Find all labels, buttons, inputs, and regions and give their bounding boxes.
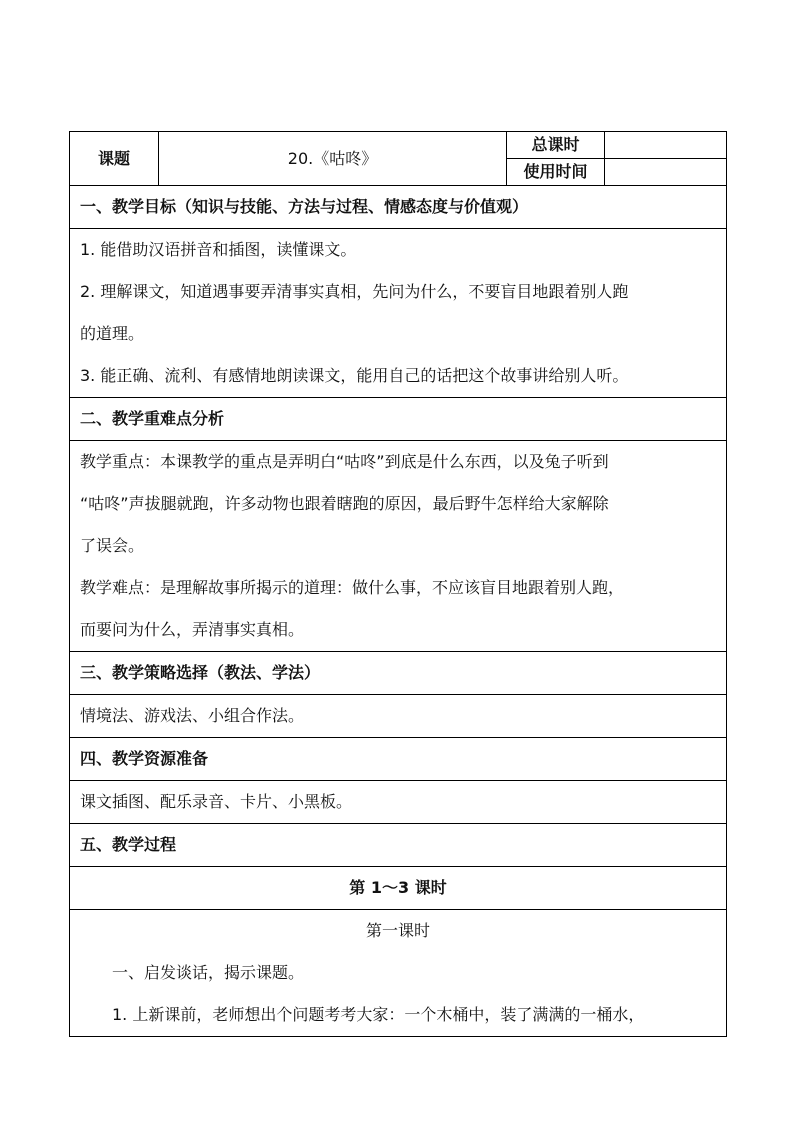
- total-hours-label: 总课时: [507, 132, 605, 159]
- process-content: [70, 910, 727, 1037]
- total-hours-value: [605, 132, 727, 159]
- period-range: 第 1～3 课时: [70, 867, 727, 910]
- resources-line: 课文插图、配乐录音、卡片、小黑板。: [80, 792, 353, 811]
- key-points-content: [70, 441, 727, 652]
- section-heading-key-points: 二、教学重难点分析: [70, 398, 727, 441]
- key-point-line: 教学重点：本课教学的重点是弄明白“咕咚”到底是什么东西，以及兔子听到: [80, 452, 609, 471]
- process-step: 一、启发谈话，揭示课题。: [112, 963, 305, 982]
- header-row: [70, 132, 727, 159]
- key-point-line: 而要问为什么，弄清事实真相。: [80, 620, 305, 639]
- topic-label: 课题: [70, 132, 159, 186]
- use-time-label: 使用时间: [507, 159, 605, 186]
- section-heading-objectives: 一、教学目标（知识与技能、方法与过程、情感态度与价值观）: [70, 186, 727, 229]
- section-heading-strategy: 三、教学策略选择（教法、学法）: [70, 652, 727, 695]
- key-point-line: 了误会。: [80, 536, 145, 555]
- use-time-value: [605, 159, 727, 186]
- section-heading-process: 五、教学过程: [70, 824, 727, 867]
- lesson-title: 20.《咕咚》: [159, 132, 507, 186]
- objective-line: 1. 能借助汉语拼音和插图，读懂课文。: [80, 240, 357, 259]
- first-period-title: 第一课时: [365, 921, 430, 940]
- strategy-line: 情境法、游戏法、小组合作法。: [80, 706, 305, 725]
- lesson-plan-table: [69, 131, 727, 1037]
- objective-line: 2. 理解课文，知道遇事要弄清事实真相，先问为什么，不要盲目地跟着别人跑: [80, 282, 629, 301]
- key-point-line: 教学难点：是理解故事所揭示的道理：做什么事，不应该盲目地跟着别人跑，: [80, 578, 625, 597]
- section-heading-resources: 四、教学资源准备: [70, 738, 727, 781]
- objective-line: 3. 能正确、流利、有感情地朗读课文，能用自己的话把这个故事讲给别人听。: [80, 366, 629, 385]
- key-point-line: “咕咚”声拔腿就跑，许多动物也跟着瞎跑的原因，最后野牛怎样给大家解除: [80, 494, 609, 513]
- strategy-content: [70, 695, 727, 738]
- process-step: 1. 上新课前，老师想出个问题考考大家：一个木桶中，装了满满的一桶水，: [112, 1005, 645, 1024]
- objective-line: 的道理。: [80, 324, 145, 343]
- objectives-content: [70, 229, 727, 398]
- resources-content: [70, 781, 727, 824]
